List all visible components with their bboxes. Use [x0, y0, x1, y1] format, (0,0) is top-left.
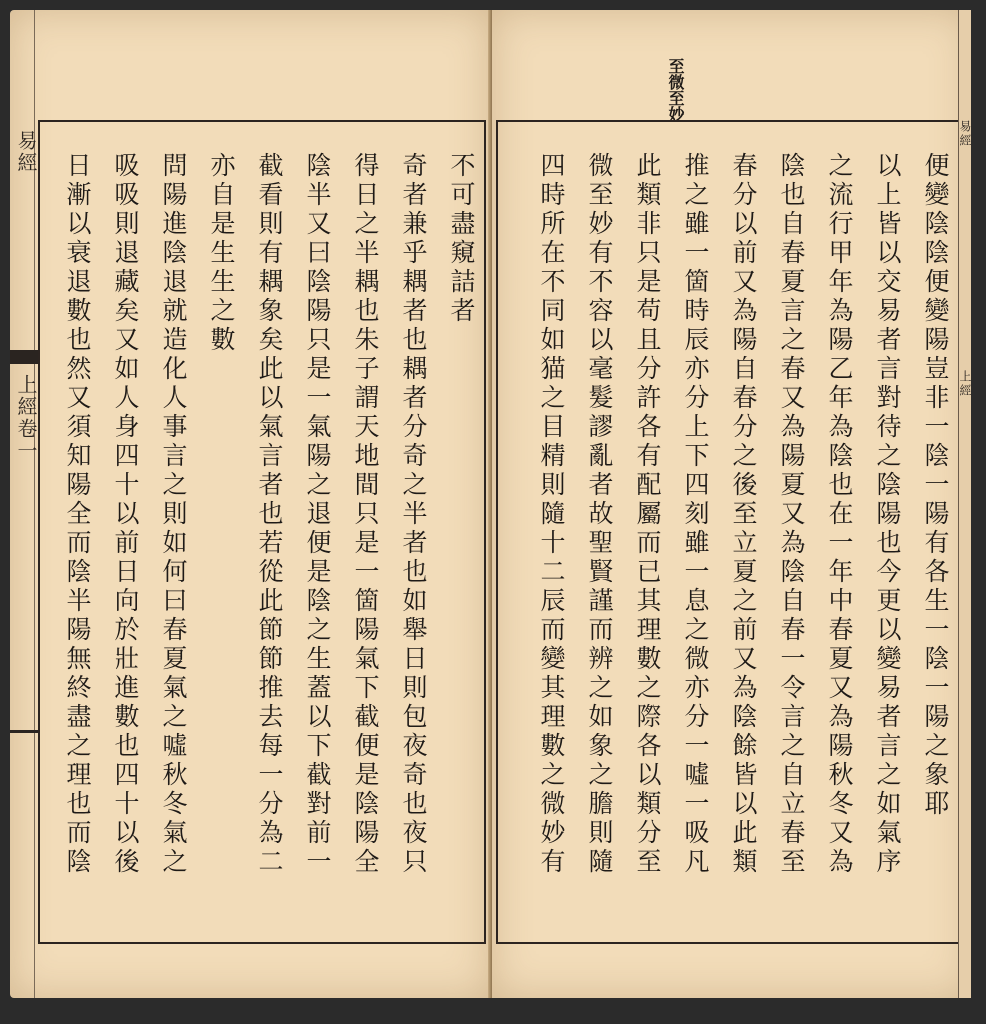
text-column: 陰半又曰陰陽只是一氣陽之退便是陰之生蓋以下截對前一 — [303, 152, 332, 877]
text-column: 亦自是生生之數 — [207, 152, 236, 355]
text-column: 以上皆以交易者言對待之陰陽也今更以變易者言之如氣序 — [873, 152, 902, 877]
left-text-frame — [38, 120, 486, 944]
right-page-margin-edge — [958, 10, 971, 998]
text-column: 便變陰陰便變陽豈非一陰一陽有各生一陰一陽之象耶 — [921, 152, 950, 819]
text-column: 得日之半耦也朱子謂天地間只是一箇陽氣下截便是陰陽全 — [351, 152, 380, 877]
text-column: 問陽進陰退就造化人事言之則如何曰春夏氣之噓秋冬氣之 — [159, 152, 188, 877]
fold-mark-top — [10, 350, 40, 364]
right-edge-volume: 上經 — [958, 370, 972, 398]
text-column: 日漸以衰退數也然又須知陽全而陰半陽無終盡之理也而陰 — [63, 152, 92, 877]
left-edge-volume: 上經卷一 — [14, 374, 38, 462]
text-column: 此類非只是苟且分許各有配屬而已其理數之際各以類分至 — [633, 152, 662, 877]
top-margin-heading: 至微至妙 — [666, 58, 685, 122]
right-text-frame — [496, 120, 962, 944]
right-edge-title: 易經 — [958, 120, 972, 148]
text-column: 奇者兼乎耦者也耦者分奇之半者也如舉日則包夜奇也夜只 — [399, 152, 428, 877]
left-page-margin-edge — [10, 10, 38, 998]
text-column: 春分以前又為陽自春分之後至立夏之前又為陰餘皆以此類 — [729, 152, 758, 877]
text-column: 不可盡窺詰者 — [447, 152, 476, 326]
open-book — [10, 10, 972, 1000]
text-column: 截看則有耦象矣此以氣言者也若從此節節推去每一分為二 — [255, 152, 284, 877]
text-column: 陰也自春夏言之春又為陽夏又為陰自春一令言之自立春至 — [777, 152, 806, 877]
text-column: 微至妙有不容以毫髮謬亂者故聖賢謹而辨之如象之膽則隨 — [585, 152, 614, 877]
text-column: 之流行甲年為陽乙年為陰也在一年中春夏又為陽秋冬又為 — [825, 152, 854, 877]
text-column: 四時所在不同如猫之目精則隨十二辰而變其理數之微妙有 — [537, 152, 566, 877]
left-edge-title: 易經 — [14, 130, 38, 174]
text-column: 推之雖一箇時辰亦分上下四刻雖一息之微亦分一噓一吸凡 — [681, 152, 710, 877]
right-page — [492, 10, 970, 998]
fold-mark-bottom — [10, 730, 40, 733]
text-column: 吸吸則退藏矣又如人身四十以前日向於壯進數也四十以後 — [111, 152, 140, 877]
left-page — [10, 10, 490, 998]
